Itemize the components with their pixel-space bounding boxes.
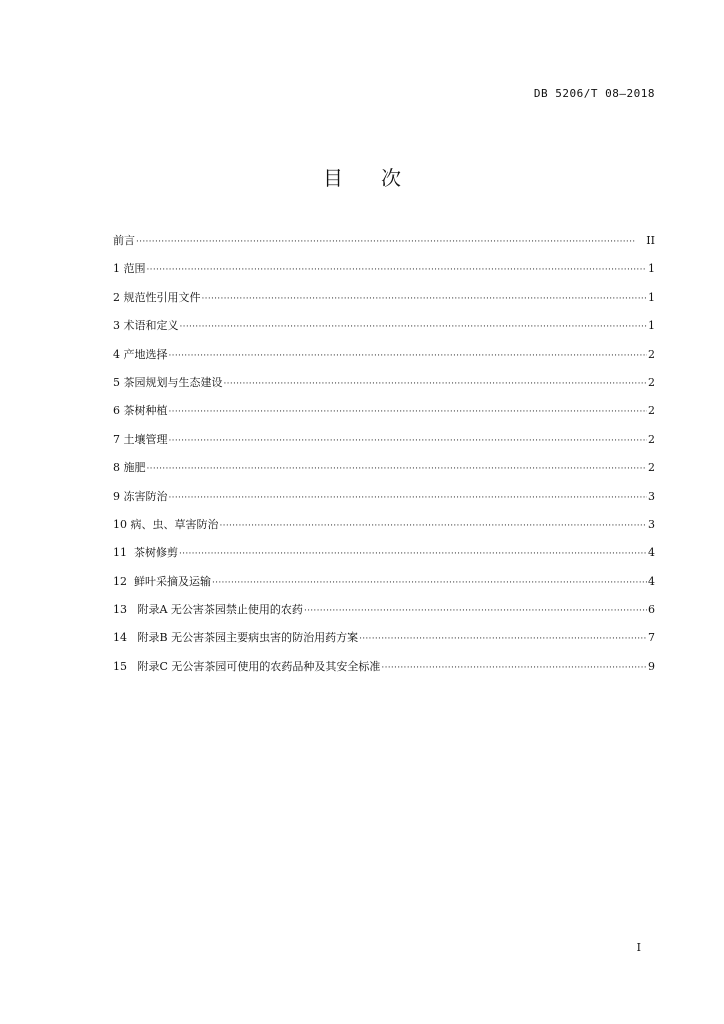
toc-entry-1[interactable] bbox=[113, 260, 655, 288]
toc-entry-page: 7 bbox=[648, 631, 655, 645]
page-number: I bbox=[636, 941, 641, 954]
toc-leader-dots bbox=[224, 375, 648, 393]
toc-leader-dots bbox=[179, 545, 647, 563]
toc-leader-dots bbox=[169, 432, 648, 450]
toc-leader-dots bbox=[180, 318, 648, 336]
toc-entry-14[interactable] bbox=[113, 629, 655, 657]
toc-entry-page: 6 bbox=[648, 603, 655, 617]
toc-entry-label: 2 规范性引用文件 bbox=[113, 290, 201, 304]
toc-entry-label: 5 茶园规划与生态建设 bbox=[113, 375, 223, 389]
table-of-contents bbox=[113, 232, 655, 686]
toc-entry-10[interactable] bbox=[113, 516, 655, 544]
toc-entry-page: 3 bbox=[648, 517, 655, 531]
toc-entry-9[interactable] bbox=[113, 488, 655, 516]
toc-entry-page: 3 bbox=[648, 489, 655, 503]
toc-leader-dots bbox=[169, 347, 648, 365]
toc-entry-5[interactable] bbox=[113, 374, 655, 402]
toc-entry-page: 1 bbox=[648, 319, 655, 333]
toc-leader-dots bbox=[304, 602, 647, 620]
toc-leader-dots bbox=[381, 659, 647, 677]
toc-leader-dots bbox=[202, 290, 648, 308]
toc-entry-page: 4 bbox=[648, 574, 655, 588]
toc-entry-3[interactable] bbox=[113, 317, 655, 345]
toc-entry-11[interactable] bbox=[113, 544, 655, 572]
toc-entry-13[interactable] bbox=[113, 601, 655, 629]
toc-leader-dots bbox=[169, 489, 648, 507]
toc-entry-label: 14 附录B 无公害茶园主要病虫害的防治用药方案 bbox=[113, 631, 359, 645]
toc-entry-foreword[interactable] bbox=[113, 232, 655, 260]
toc-leader-dots bbox=[220, 517, 648, 535]
toc-leader-dots bbox=[169, 403, 648, 421]
toc-entry-6[interactable] bbox=[113, 402, 655, 430]
toc-leader-dots bbox=[359, 630, 647, 648]
toc-entry-label: 15 附录C 无公害茶园可使用的农药品种及其安全标准 bbox=[113, 659, 381, 673]
toc-entry-label: 7 土壤管理 bbox=[113, 432, 168, 446]
toc-entry-label: 8 施肥 bbox=[113, 461, 146, 475]
toc-leader-dots bbox=[147, 261, 648, 279]
toc-entry-page: 2 bbox=[648, 461, 655, 475]
toc-entry-label: 1 范围 bbox=[113, 262, 146, 276]
toc-entry-4[interactable] bbox=[113, 346, 655, 374]
toc-entry-15[interactable] bbox=[113, 658, 655, 686]
toc-entry-label: 10 病、虫、草害防治 bbox=[113, 517, 219, 531]
toc-entry-label: 6 茶树种植 bbox=[113, 404, 168, 418]
toc-entry-label: 11 茶树修剪 bbox=[113, 546, 178, 560]
toc-entry-label: 13 附录A 无公害茶园禁止使用的农药 bbox=[113, 603, 303, 617]
toc-entry-12[interactable] bbox=[113, 573, 655, 601]
toc-entry-page: 2 bbox=[648, 347, 655, 361]
toc-entry-page: 2 bbox=[648, 375, 655, 389]
toc-entry-label: 4 产地选择 bbox=[113, 347, 168, 361]
toc-leader-dots bbox=[147, 460, 648, 478]
toc-entry-page: 1 bbox=[648, 290, 655, 304]
toc-leader-dots bbox=[136, 233, 645, 251]
toc-entry-page: 1 bbox=[648, 262, 655, 276]
toc-entry-2[interactable] bbox=[113, 289, 655, 317]
toc-entry-page: 9 bbox=[648, 659, 655, 673]
toc-entry-label: 12 鲜叶采摘及运输 bbox=[113, 574, 211, 588]
toc-entry-page: 2 bbox=[648, 432, 655, 446]
toc-entry-label: 前言 bbox=[113, 234, 135, 247]
toc-entry-label: 9 冻害防治 bbox=[113, 489, 168, 503]
toc-entry-8[interactable] bbox=[113, 459, 655, 487]
toc-entry-page: II bbox=[646, 234, 655, 247]
toc-entry-page: 2 bbox=[648, 404, 655, 418]
document-code: DB 5206/T 08—2018 bbox=[533, 87, 655, 100]
toc-leader-dots bbox=[212, 574, 647, 592]
toc-entry-7[interactable] bbox=[113, 431, 655, 459]
toc-entry-page: 4 bbox=[648, 546, 655, 560]
toc-title: 目次 bbox=[323, 166, 439, 190]
toc-entry-label: 3 术语和定义 bbox=[113, 319, 179, 333]
